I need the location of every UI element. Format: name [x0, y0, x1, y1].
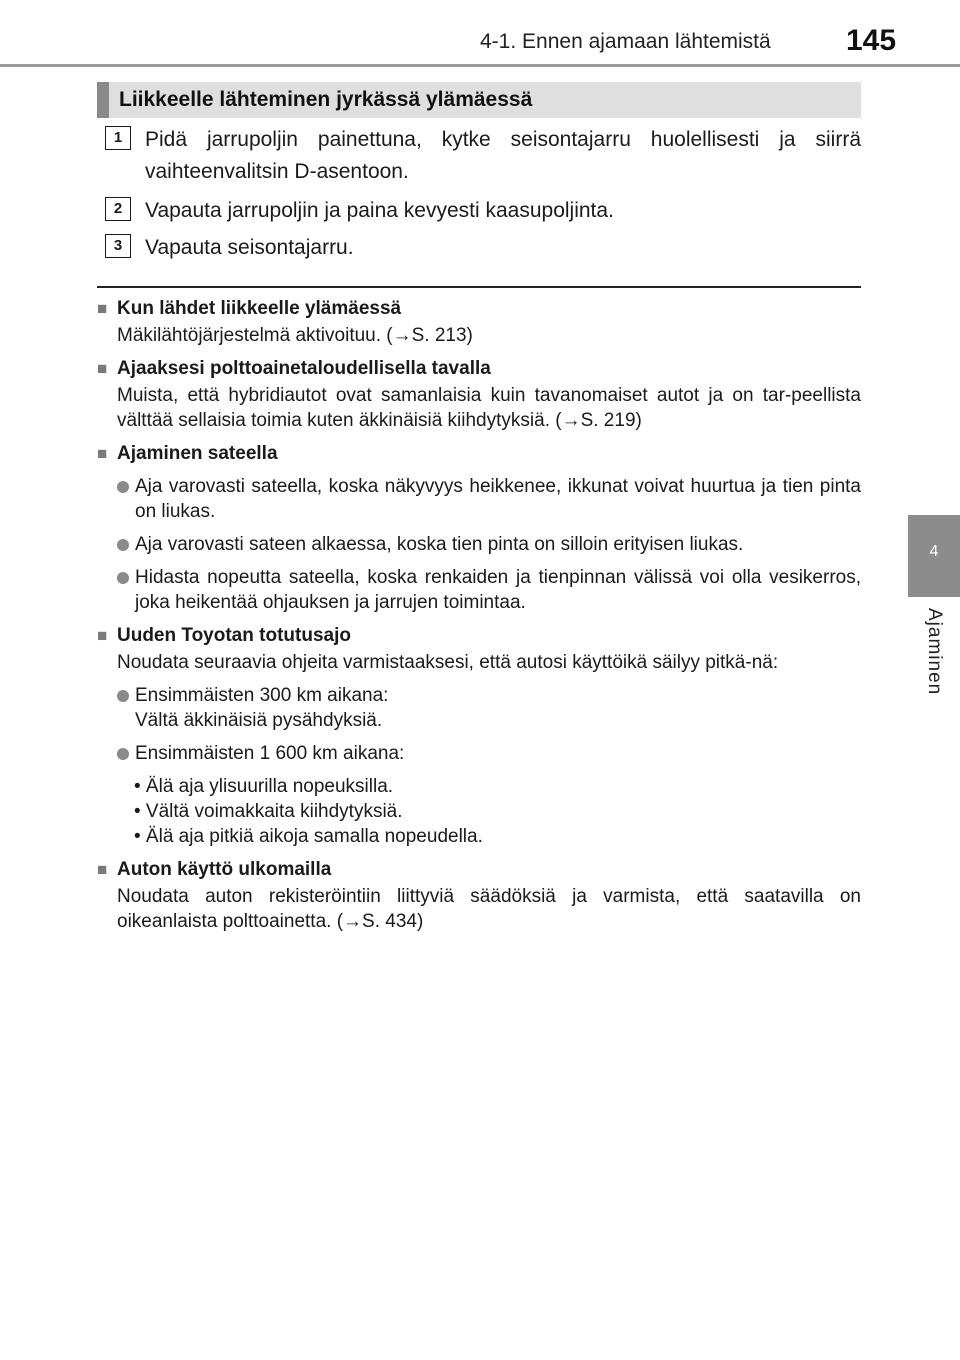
sub-list-item: • Älä aja pitkiä aikoja samalla nopeudella. [134, 826, 483, 847]
step-text: Vapauta seisontajarru. [145, 236, 354, 259]
list-item-text: Ensimmäisten 1 600 km aikana: [135, 743, 405, 764]
note-body: Muista, että hybridiautot ovat samanlaisia kuin tavanomaiset autot ja on tar-peellista välttää sellaisia toimia kuten äkkinäisiä kiihdytyksiä. (→S. 219) [117, 385, 861, 431]
section-divider [97, 286, 861, 288]
list-item [97, 683, 861, 733]
chapter-number: 4 [929, 543, 939, 560]
step-number: 3 [105, 234, 131, 258]
step-2 [105, 195, 861, 227]
square-bullet-icon: ■ [97, 444, 108, 463]
section-title-text: Liikkeelle lähteminen jyrkässä ylämäessä [119, 88, 533, 111]
list-item [97, 532, 861, 557]
list-item [97, 565, 861, 615]
square-bullet-icon: ■ [97, 626, 108, 645]
square-bullet-icon: ■ [97, 299, 108, 318]
note-heading [97, 356, 861, 381]
round-bullet-icon [117, 572, 129, 584]
page-number: 145 [846, 24, 897, 57]
list-item-text [135, 683, 861, 733]
list-item-line: Ensimmäisten 300 km aikana: [135, 685, 389, 706]
running-header: 4-1. Ennen ajamaan lähtemistä [480, 30, 771, 53]
note-heading [97, 623, 861, 648]
square-bullet-icon: ■ [97, 860, 108, 879]
step-text: Pidä jarrupoljin painettuna, kytke seisontajarru huolellisesti ja siirrä vaihteenvalitsin D-asentoon. [145, 128, 861, 183]
section-title [97, 82, 861, 118]
note-heading-text: Ajaminen sateella [117, 443, 278, 464]
round-bullet-icon [117, 748, 129, 760]
list-item-text: Hidasta nopeutta sateella, koska renkaiden ja tienpinnan välissä voi olla vesikerros, joka heikentää ohjauksen ja jarrujen toimintaa. [135, 567, 861, 613]
note-body: Noudata auton rekisteröintiin liittyviä säädöksiä ja varmista, että saatavilla on oikeanlaista polttoainetta. (→S. 434) [117, 886, 861, 932]
sub-list-item: • Vältä voimakkaita kiihdytyksiä. [134, 801, 403, 822]
note-heading-text: Auton käyttö ulkomailla [117, 859, 332, 880]
list-item [97, 741, 861, 766]
note-heading [97, 296, 861, 321]
note-heading-text: Kun lähdet liikkeelle ylämäessä [117, 298, 402, 319]
note-body: Mäkilähtöjärjestelmä aktivoituu. (→S. 213) [117, 325, 473, 346]
header-rule [0, 64, 960, 67]
chapter-tab[interactable] [908, 515, 960, 597]
square-bullet-icon: ■ [97, 359, 108, 378]
step-1 [105, 124, 861, 188]
step-number: 1 [105, 126, 131, 150]
list-item-text: Aja varovasti sateen alkaessa, koska tien pinta on silloin erityisen liukas. [135, 534, 744, 555]
sub-list [97, 774, 861, 849]
list-item [97, 474, 861, 524]
note-heading [97, 857, 861, 882]
notes-section [97, 292, 861, 934]
note-heading-text: Uuden Toyotan totutusajo [117, 625, 351, 646]
note-heading-text: Ajaaksesi polttoainetaloudellisella tavalla [117, 358, 491, 379]
step-number: 2 [105, 197, 131, 221]
sub-list-item: • Älä aja ylisuurilla nopeuksilla. [134, 776, 394, 797]
step-text: Vapauta jarrupoljin ja paina kevyesti kaasupoljinta. [145, 199, 614, 222]
round-bullet-icon [117, 539, 129, 551]
list-item-line: Vältä äkkinäisiä pysähdyksiä. [135, 710, 383, 731]
round-bullet-icon [117, 690, 129, 702]
list-item-text: Aja varovasti sateella, koska näkyvyys heikkenee, ikkunat voivat huurtua ja tien pinta on liukas. [135, 476, 861, 522]
round-bullet-icon [117, 481, 129, 493]
step-3 [105, 232, 861, 264]
chapter-label: Ajaminen [924, 608, 945, 696]
note-body: Noudata seuraavia ohjeita varmistaaksesi, että autosi käyttöikä säilyy pitkä-nä: [117, 652, 779, 673]
note-heading [97, 441, 861, 466]
